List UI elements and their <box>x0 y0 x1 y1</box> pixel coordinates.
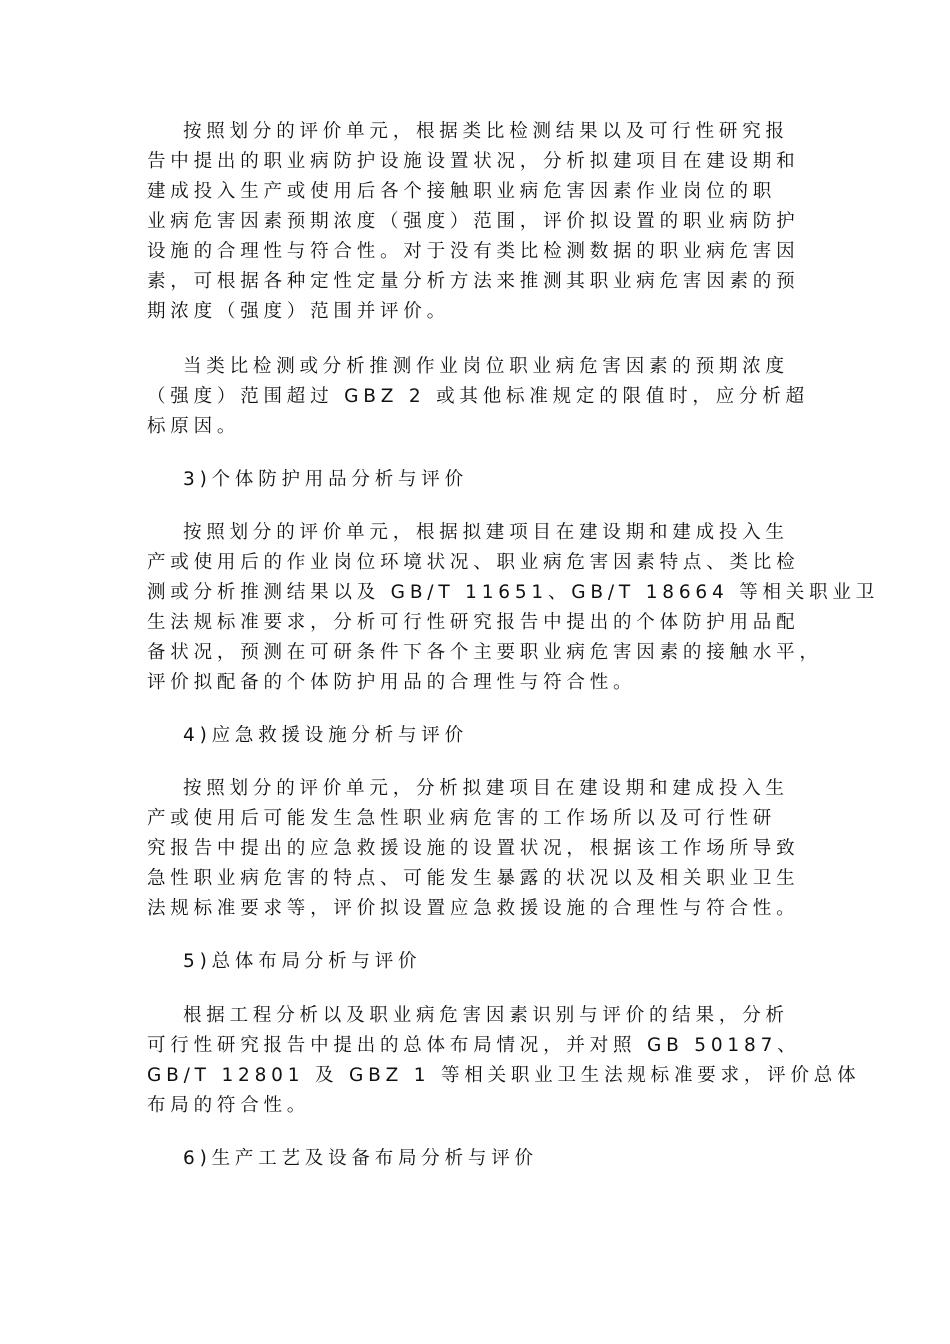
paragraph-4-line-1: 按照划分的评价单元，分析拟建项目在建设期和建成投入生 <box>183 778 789 799</box>
paragraph-2-line-2: （强度）范围超过 GBZ 2 或其他标准规定的限值时，应分析超 <box>147 386 809 407</box>
paragraph-2-line-1: 当类比检测或分析推测作业岗位职业病危害因素的预期浓度 <box>183 356 789 377</box>
section-heading-4: 4)应急救援设施分析与评价 <box>183 725 468 746</box>
section-heading-6: 6)生产工艺及设备布局分析与评价 <box>183 1148 538 1169</box>
paragraph-3-line-2: 产或使用后的作业岗位环境状况、职业病危害因素特点、类比检 <box>147 552 800 573</box>
paragraph-3-line-3: 测或分析推测结果以及 GB/T 11651、GB/T 18664 等相关职业卫 <box>147 582 880 603</box>
paragraph-1-line-7: 期浓度（强度）范围并评价。 <box>147 301 450 322</box>
paragraph-1-line-1: 按照划分的评价单元，根据类比检测结果以及可行性研究报 <box>183 121 789 142</box>
paragraph-5-line-1: 根据工程分析以及职业病危害因素识别与评价的结果，分析 <box>183 1005 789 1026</box>
paragraph-3-line-1: 按照划分的评价单元，根据拟建项目在建设期和建成投入生 <box>183 522 789 543</box>
paragraph-1-line-3: 建成投入生产或使用后各个接触职业病危害因素作业岗位的职 <box>147 181 777 202</box>
paragraph-1-line-4: 业病危害因素预期浓度（强度）范围，评价拟设置的职业病防护 <box>147 211 800 232</box>
paragraph-4-line-5: 法规标准要求等，评价拟设置应急救援设施的合理性与符合性。 <box>147 898 800 919</box>
paragraph-2-line-3: 标原因。 <box>147 416 241 437</box>
paragraph-3-line-6: 评价拟配备的个体防护用品的合理性与符合性。 <box>147 672 637 693</box>
paragraph-5-line-3: GB/T 12801 及 GBZ 1 等相关职业卫生法规标准要求，评价总体 <box>147 1065 861 1086</box>
paragraph-5-line-2: 可行性研究报告中提出的总体布局情况，并对照 GB 50187、 <box>147 1035 801 1056</box>
paragraph-4-line-2: 产或使用后可能发生急性职业病危害的工作场所以及可行性研 <box>147 808 777 829</box>
paragraph-1-line-5: 设施的合理性与符合性。对于没有类比检测数据的职业病危害因 <box>147 241 800 262</box>
paragraph-3-line-4: 生法规标准要求，分析可行性研究报告中提出的个体防护用品配 <box>147 612 800 633</box>
paragraph-4-line-3: 究报告中提出的应急救援设施的设置状况，根据该工作场所导致 <box>147 838 800 859</box>
paragraph-4-line-4: 急性职业病危害的特点、可能发生暴露的状况以及相关职业卫生 <box>147 868 800 889</box>
section-heading-3: 3)个体防护用品分析与评价 <box>183 469 468 490</box>
paragraph-3-line-5: 备状况，预测在可研条件下各个主要职业病危害因素的接触水平， <box>147 642 823 663</box>
paragraph-1-line-6: 素，可根据各种定性定量分析方法来推测其职业病危害因素的预 <box>147 271 800 292</box>
paragraph-1-line-2: 告中提出的职业病防护设施设置状况，分析拟建项目在建设期和 <box>147 151 800 172</box>
section-heading-5: 5)总体布局分析与评价 <box>183 951 422 972</box>
paragraph-5-line-4: 布局的符合性。 <box>147 1095 311 1116</box>
